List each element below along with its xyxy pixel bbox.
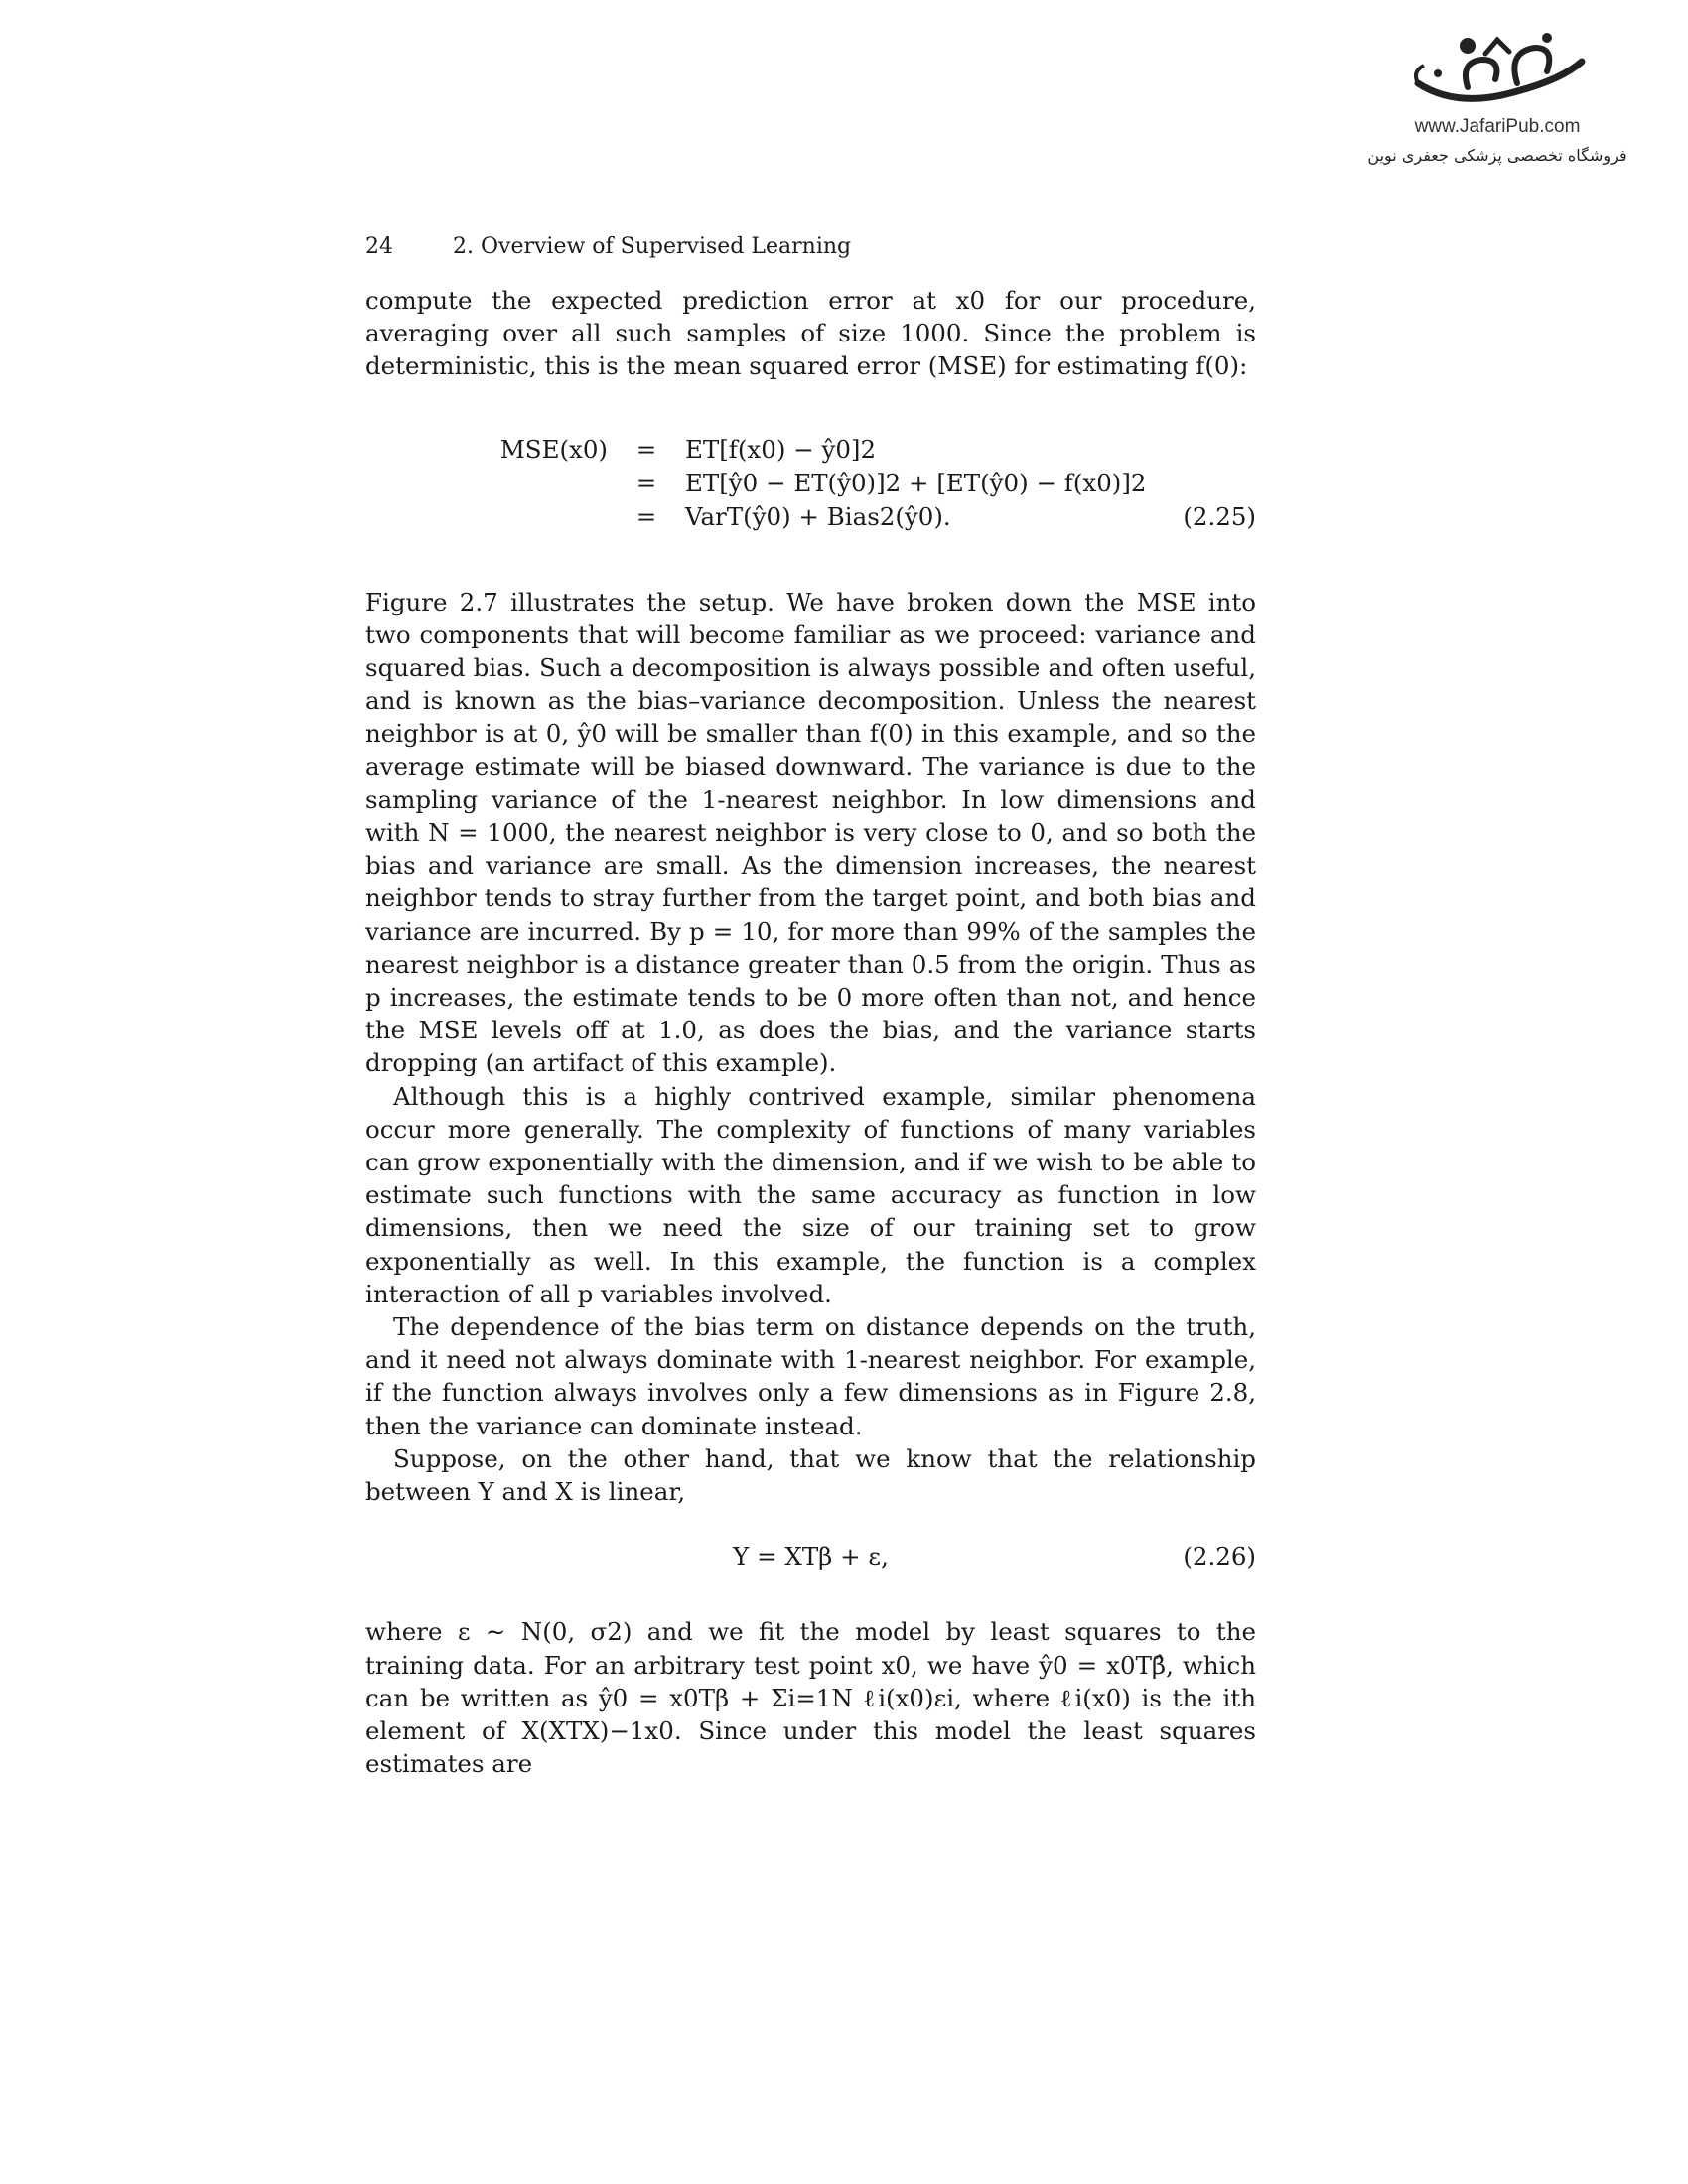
paragraph-6: where ε ∼ N(0, σ2) and we fit the model by least squares to the training data. For an arbitrary test point x0, we have ŷ0 = x0Tβ̂, which can be written as ŷ0 = x0Tβ + Σi=1N ℓi(x0)εi, where ℓi(x0) is the ith element of X(XTX)−1x0. Since under this model the least squares estimates are [365,1617,1256,1779]
book-page [365,234,1256,1780]
publisher-logo [1348,22,1646,165]
chapter-title: 2. Overview of Supervised Learning [453,234,852,259]
paragraph-4: The dependence of the bias term on distance depends on the truth, and it need not always dominate with 1-nearest neighbor. For example, if the function always involves only a few dimensions as in Figure 2.8, then the variance can dominate instead. [365,1312,1256,1440]
eq-line-1: ET[f(x0) − ŷ0]2 [685,434,877,464]
eq-line-3: VarT(ŷ0) + Bias2(ŷ0). [685,501,951,531]
eq-lhs: MSE(x0) [499,434,608,464]
page-number: 24 [365,234,393,259]
logo-calligraphy-icon [1398,22,1597,116]
equation-2-26 [365,1542,1256,1575]
eq-equals: = [635,468,657,497]
equation-number: (2.25) [1183,501,1256,531]
eq-line-2: ET[ŷ0 − ET(ŷ0)]2 + [ET(ŷ0) − f(x0)]2 [685,468,1147,497]
equation-2-25 [365,435,1256,536]
paragraph-1: compute the expected prediction error at x0 for our procedure, averaging over all such samples of size 1000. Since the problem is deterministic, this is the mean squared error (MSE) for estimating f(0): [365,286,1256,381]
paragraph-2: Figure 2.7 illustrates the setup. We have broken down the MSE into two components that will become familiar as we proceed: variance and squared bias. Such a decomposition is always possible and often useful, and is known as the bias–variance decomposition. Unless the nearest neighbor is at 0, ŷ0 will be smaller than f(0) in this example, and so the average estimate will be biased downward. The variance is due to the sampling variance of the 1-nearest neighbor. In low dimensions and with N = 1000, the nearest neighbor is very close to 0, and so both the bias and variance are small. As the dimension increases, the nearest neighbor tends to stray further from the target point, and both bias and variance are incurred. By p = 10, for more than 99% of the samples the nearest neighbor is a distance greater than 0.5 from the origin. Thus as p increases, the estimate tends to be 0 more often than not, and hence the MSE levels off at 1.0, as does the bias, and the variance starts dropping (an artifact of this example). [365,587,1256,1078]
running-header [365,234,1256,268]
eq-equals: = [635,501,657,531]
paragraph-3: Although this is a highly contrived example, similar phenomena occur more generally. The complexity of functions of many variables can grow exponentially with the dimension, and if we wish to be able to estimate such functions with the same accuracy as function in low dimensions, then we need the size of our training set to grow exponentially as well. In this example, the function is a complex interaction of all p variables involved. [365,1081,1256,1308]
logo-url: www.JafariPub.com [1414,116,1581,137]
eq-expression: Y = XTβ + ε, [733,1542,889,1571]
paragraph-5: Suppose, on the other hand, that we know that the relationship between Y and X is linear, [365,1443,1256,1507]
eq-equals: = [635,434,657,464]
equation-number: (2.26) [1183,1542,1256,1571]
logo-tagline: فروشگاه تخصصی پزشکی جعفری نوین [1367,146,1627,165]
